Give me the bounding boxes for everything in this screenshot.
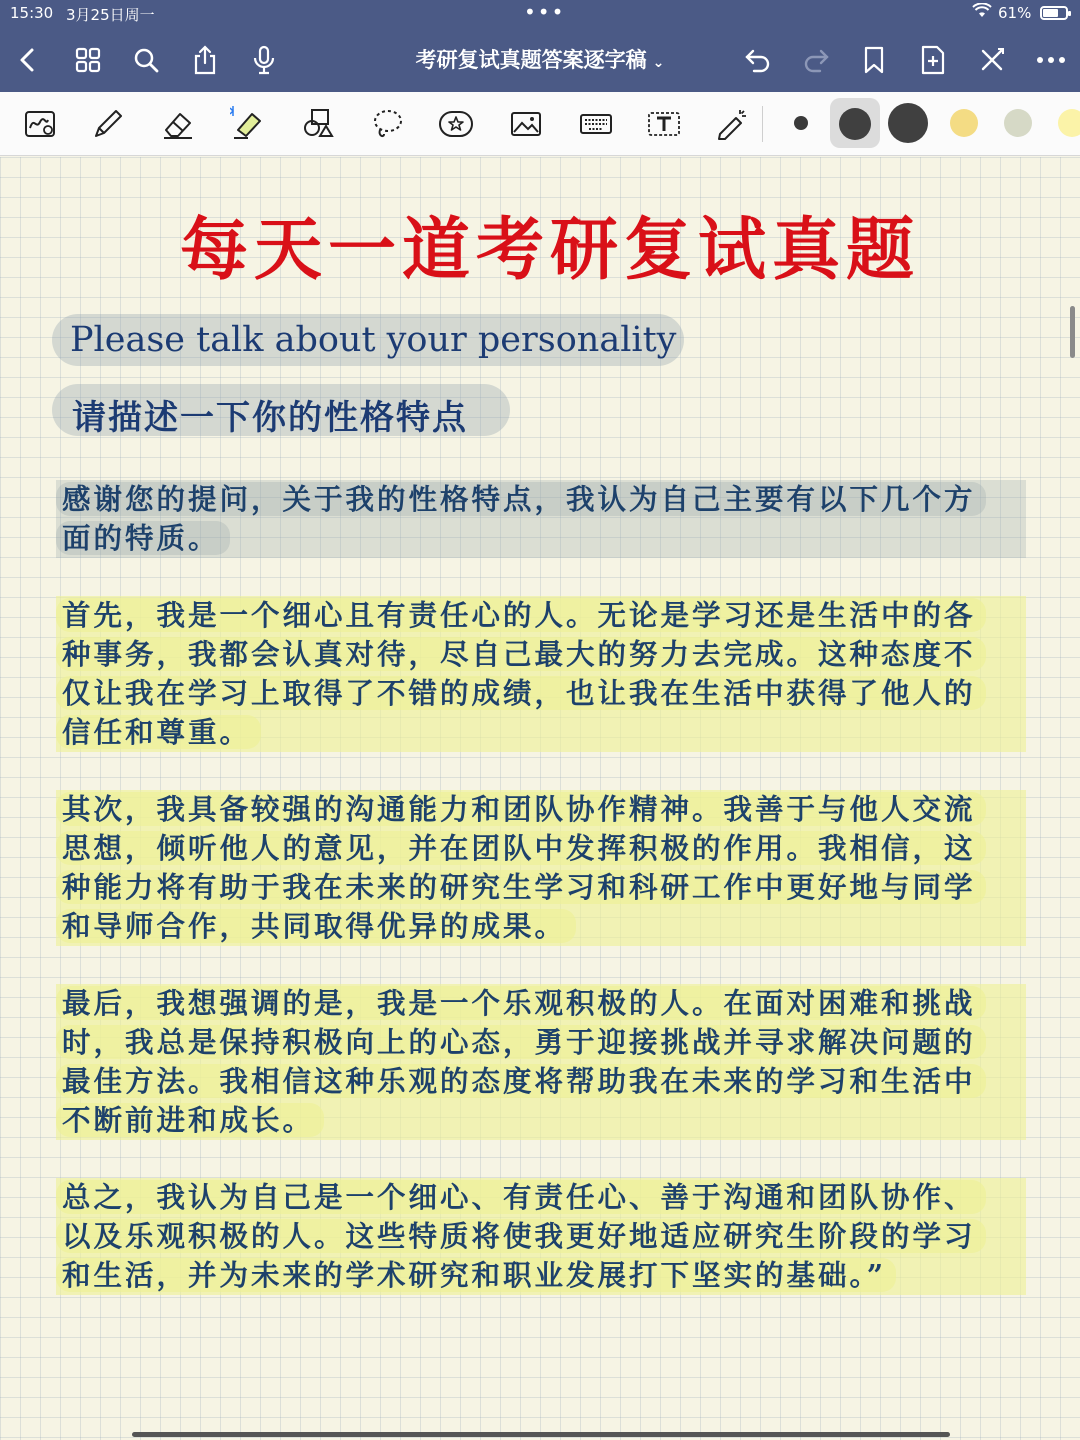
note-headline: 每天一道考研复试真题 [179, 210, 920, 290]
close-icon[interactable] [974, 42, 1010, 78]
answer-paragraph-conclusion [56, 1178, 1026, 1295]
thick-stroke-swatch[interactable] [888, 103, 928, 143]
battery-percent: 61% [998, 4, 1032, 22]
answer-paragraph-intro [56, 480, 1026, 558]
thin-stroke-swatch[interactable] [794, 116, 808, 130]
text-tool-icon[interactable] [642, 102, 686, 146]
answer-line: 思想，倾听他人的意见，并在团队中发挥积极的作用。我相信，这 [56, 831, 986, 865]
status-date: 3月25日周一 [66, 6, 155, 24]
image-icon[interactable] [504, 102, 548, 146]
sticker-icon[interactable] [434, 102, 478, 146]
answer-line: 总之，我认为自己是一个细心、有责任心、善于沟通和团队协作、 [56, 1180, 986, 1214]
multitasking-dots-icon[interactable]: ••• [524, 0, 566, 24]
microphone-icon[interactable] [246, 42, 282, 78]
share-icon[interactable] [187, 42, 223, 78]
answer-line: 种能力将有助于我在未来的研究生学习和科研工作中更好地与同学 [56, 870, 986, 904]
undo-icon[interactable] [740, 42, 776, 78]
document-title[interactable] [330, 44, 750, 74]
answer-line: 仅让我在学习上取得了不错的成绩，也让我在生活中获得了他人的 [56, 676, 986, 710]
grid-icon[interactable] [70, 42, 106, 78]
eraser-icon[interactable] [156, 102, 200, 146]
keyboard-icon[interactable] [574, 102, 618, 146]
handwriting-to-text-icon[interactable] [18, 102, 62, 146]
top-bar [0, 0, 1080, 92]
laser-pointer-icon[interactable] [710, 102, 754, 146]
yellow-color-swatch[interactable] [950, 109, 978, 137]
back-icon[interactable] [10, 42, 46, 78]
shape-icon[interactable] [296, 102, 340, 146]
answer-line: 和导师合作，共同取得优异的成果。 [56, 909, 576, 943]
toolbar-divider [762, 106, 763, 142]
more-icon[interactable] [1033, 42, 1069, 78]
question-english [52, 314, 684, 366]
bookmark-icon[interactable] [856, 42, 892, 78]
answer-line: 首先，我是一个细心且有责任心的人。无论是学习还是生活中的各 [56, 598, 986, 632]
document-title-text: 考研复试真题答案逐字稿 [415, 48, 647, 72]
answer-line: 种事务，我都会认真对待，尽自己最大的努力去完成。这种态度不 [56, 637, 986, 671]
light-yellow-color-swatch[interactable] [1058, 109, 1080, 137]
answer-paragraph-third [56, 984, 1026, 1140]
answer-line: 其次，我具备较强的沟通能力和团队协作精神。我善于与他人交流 [56, 792, 986, 826]
answer-line: 最后，我想强调的是，我是一个乐观积极的人。在面对困难和挑战 [56, 986, 986, 1020]
question-english-text: Please talk about your personality [70, 320, 677, 360]
highlighter-icon[interactable] [226, 102, 270, 146]
answer-line: 感谢您的提问，关于我的性格特点，我认为自己主要有以下几个方 [56, 482, 986, 516]
medium-stroke-swatch[interactable] [839, 108, 871, 140]
answer-line: 信任和尊重。 [56, 715, 261, 749]
pen-icon[interactable] [86, 102, 130, 146]
gray-green-color-swatch[interactable] [1004, 109, 1032, 137]
answer-paragraph-second [56, 790, 1026, 946]
answer-line: 最佳方法。我相信这种乐观的态度将帮助我在未来的学习和生活中 [56, 1064, 986, 1098]
wifi-icon [972, 3, 992, 23]
search-icon[interactable] [128, 42, 164, 78]
add-page-icon[interactable] [915, 42, 951, 78]
status-time: 15:30 [10, 4, 54, 22]
status-bar [0, 0, 1080, 28]
vertical-scrollbar[interactable] [1070, 306, 1075, 358]
answer-line: 和生活，并为未来的学术研究和职业发展打下坚实的基础。” [56, 1258, 896, 1292]
chevron-down-icon: ⌄ [652, 55, 665, 71]
lasso-icon[interactable] [366, 102, 410, 146]
home-indicator[interactable] [132, 1432, 950, 1437]
battery-icon [1040, 6, 1068, 20]
answer-paragraph-first [56, 596, 1026, 752]
question-chinese [52, 384, 510, 436]
question-chinese-text: 请描述一下你的性格特点 [72, 398, 468, 438]
navigation-bar [0, 28, 1080, 92]
answer-line: 以及乐观积极的人。这些特质将使我更好地适应研究生阶段的学习 [56, 1219, 986, 1253]
answer-line: 时，我总是保持积极向上的心态，勇于迎接挑战并寻求解决问题的 [56, 1025, 986, 1059]
answer-line: 面的特质。 [56, 521, 230, 555]
redo-icon[interactable] [798, 42, 834, 78]
answer-line: 不断前进和成长。 [56, 1103, 324, 1137]
